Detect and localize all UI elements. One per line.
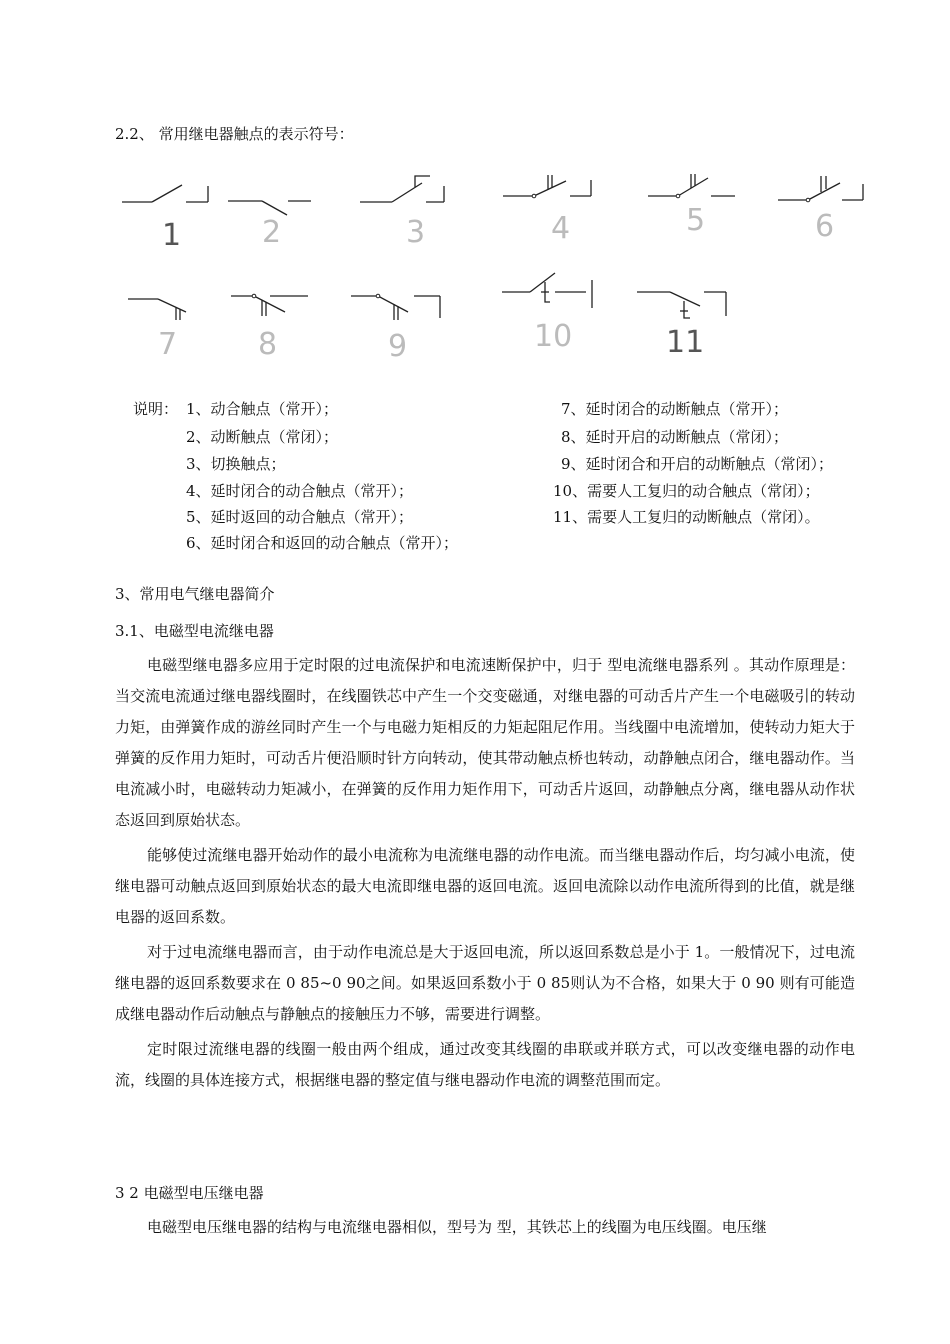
note-item: 10、需要人工复归的动合触点（常闭）； <box>553 482 820 500</box>
section-3-2-body <box>115 1212 855 1243</box>
symbol-4-delay-close-no <box>503 175 591 246</box>
note-item: 11、需要人工复归的动断触点（常闭）。 <box>553 508 820 526</box>
paragraph: 电磁型电压继电器的结构与电流继电器相似，型号为 型，其铁芯上的线圈为电压线圈。电压继 <box>147 1218 767 1236</box>
note-item: 2、动断触点（常闭）； <box>186 428 339 446</box>
note-item: 7、延时闭合的动断触点（常开）； <box>561 400 789 418</box>
symbol-label-4: 4 <box>551 211 571 246</box>
symbol-2-normally-closed <box>228 201 311 250</box>
note-item: 5、延时返回的动合触点（常开）； <box>186 508 414 526</box>
symbol-10-manual-reset-no <box>502 273 592 354</box>
note-item: 4、延时闭合的动合触点（常开）； <box>186 482 414 500</box>
symbol-7-delay-close-nc <box>128 299 186 362</box>
paragraph: 能够使过流继电器开始动作的最小电流称为电流继电器的动作电流。而当继电器动作后，均匀减小电流，使继电器可动触点返回到原始状态的最大电流即继电器的返回电流。返回电流除以动作电流所得到的比值，就是继电器的返回系数。 <box>115 846 855 926</box>
note-item: 1、动合触点（常开）； <box>186 400 339 418</box>
paragraph: 电磁型继电器多应用于定时限的过电流保护和电流速断保护中，归于 型电流继电器系列 。其动作原理是：当交流电流通过继电器线圈时，在线圈铁芯中产生一个交变磁通，对继电器的可动舌片产生一个电磁吸引的转动力矩，由弹簧作成的游丝同时产生一个与电磁力矩相反的力矩起阻尼作用。当线圈中电流增加，使转动力矩大于弹簧的反作用力矩时，可动舌片便沿顺时针方向转动，使其带动触点桥也转动，动静触点闭合，继电器动作。当电流减小时，电磁转动力矩减小，在弹簧的反作用力矩作用下，可动舌片返回，动静触点分离，继电器从动作状态返回到原始状态。 <box>115 656 855 829</box>
symbol-label-10: 10 <box>534 319 573 354</box>
symbol-label-3: 3 <box>406 215 426 250</box>
symbol-9-delay-close-open-nc <box>351 294 440 364</box>
symbol-11-manual-reset-nc <box>637 292 726 360</box>
section-3-1-body <box>115 650 855 1096</box>
symbol-label-9: 9 <box>388 329 408 364</box>
note-item: 9、延时闭合和开启的动断触点（常闭）； <box>561 455 834 473</box>
symbol-3-changeover <box>360 176 444 250</box>
note-item: 3、切换触点； <box>186 455 286 473</box>
symbol-1-normally-open <box>122 185 208 253</box>
symbol-8-delay-open-nc <box>231 294 308 362</box>
section-3-2-title: 3 2 电磁型电压继电器 <box>115 1184 264 1202</box>
section-2-2-title: 2.2、 常用继电器触点的表示符号： <box>115 125 354 143</box>
contact-symbol-diagram <box>0 0 950 380</box>
symbol-label-5: 5 <box>686 203 706 238</box>
section-3-1-title: 3.1、电磁型电流继电器 <box>115 622 274 640</box>
symbol-label-8: 8 <box>258 327 278 362</box>
symbol-label-7: 7 <box>158 327 178 362</box>
symbol-6-delay-close-return-no <box>778 176 863 244</box>
paragraph: 定时限过流继电器的线圈一般由两个组成，通过改变其线圈的串联或并联方式，可以改变继电器的动作电流，线圈的具体连接方式，根据继电器的整定值与继电器动作电流的调整范围而定。 <box>115 1040 855 1089</box>
symbol-5-delay-return-no <box>648 174 735 238</box>
notes-prefix: 说明： <box>133 400 179 418</box>
symbol-label-2: 2 <box>262 215 282 250</box>
section-3-title: 3、常用电气继电器简介 <box>115 585 275 603</box>
paragraph: 对于过电流继电器而言，由于动作电流总是大于返回电流，所以返回系数总是小于 1。一般情况下，过电流继电器的返回系数要求在 0 85~0 90之间。如果返回系数小于 0 85则认为不合格，如果大于 0 90 则有可能造成继电器动作后动触点与静触点的接触压力不够，需要进行调整。 <box>115 943 855 1023</box>
note-item: 8、延时开启的动断触点（常闭）； <box>561 428 789 446</box>
symbol-label-6: 6 <box>815 209 835 244</box>
symbol-label-1: 1 <box>162 218 182 253</box>
symbol-label-11: 11 <box>666 325 705 360</box>
note-item: 6、延时闭合和返回的动合触点（常开）； <box>186 534 459 552</box>
